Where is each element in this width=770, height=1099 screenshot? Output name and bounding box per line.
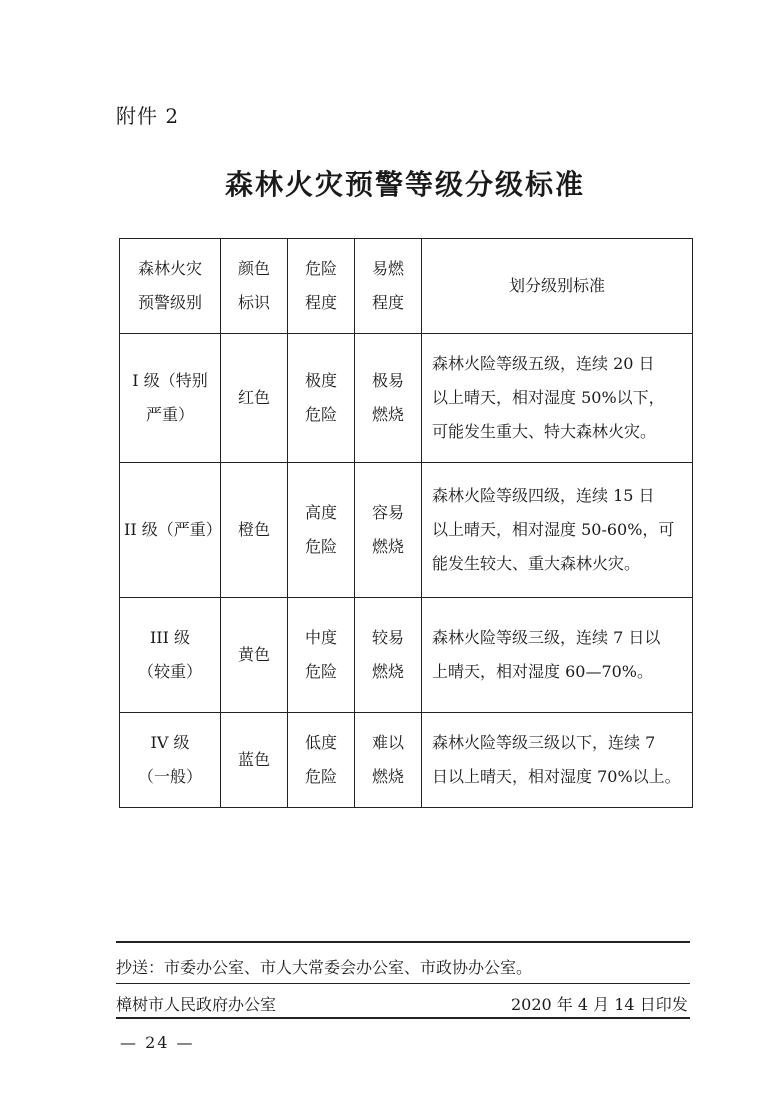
level-cell: [120, 463, 221, 598]
cell-line: IV 级: [150, 733, 190, 752]
document-title: 森林火灾预警等级分级标准: [224, 168, 585, 201]
level-cell: [120, 598, 221, 713]
header-flammability: [355, 239, 422, 334]
cell-line: 可能发生重大、特大森林火灾。: [432, 422, 657, 441]
header-warning-level: [120, 239, 221, 334]
cell-line: 以上晴天，相对湿度 50%以下，: [432, 388, 665, 407]
warning-level-table: [119, 238, 693, 808]
criteria-cell: [422, 463, 693, 598]
footer-top-rule: [116, 941, 690, 943]
header-line: 程度: [304, 293, 337, 312]
cell-line: 日以上晴天，相对湿度 70%以上。: [432, 767, 681, 786]
cell-line: 极度: [304, 371, 337, 390]
cell-line: 森林火险等级三级以下，连续 7: [432, 733, 656, 752]
flammability-cell: [355, 598, 422, 713]
danger-cell: [288, 463, 355, 598]
level-cell: [120, 334, 221, 463]
cell-line: 危险: [304, 405, 337, 424]
cell-line: 容易: [371, 503, 404, 522]
header-line: 标识: [237, 293, 270, 312]
color-cell: 黄色: [221, 598, 288, 713]
danger-cell: [288, 334, 355, 463]
header-line: 预警级别: [137, 293, 202, 312]
cell-line: 高度: [304, 503, 337, 522]
cc-recipients: 抄送：市委办公室、市人大常委会办公室、市政协办公室。: [116, 958, 533, 977]
table-row: [120, 598, 693, 713]
cell-line: II 级（严重）: [124, 520, 222, 539]
cell-line: 燃烧: [371, 662, 404, 681]
danger-cell: [288, 713, 355, 808]
cell-line: 能发生较大、重大森林火灾。: [432, 554, 641, 573]
header-line: 划分级别标准: [508, 276, 605, 295]
table-header-row: [120, 239, 693, 334]
header-line: 危险: [304, 259, 337, 278]
cell-line: 低度: [304, 733, 337, 752]
color-cell: 红色: [221, 334, 288, 463]
header-criteria: [422, 239, 693, 334]
footer-bottom-rule: [116, 1017, 690, 1019]
cell-line: 中度: [304, 628, 337, 647]
cell-line: 以上晴天，相对湿度 50-60%，可: [432, 520, 675, 539]
attachment-label: 附件 2: [116, 104, 180, 128]
flammability-cell: [355, 463, 422, 598]
cell-line: 上晴天，相对湿度 60—70%。: [432, 662, 654, 681]
cell-line: 森林火险等级四级，连续 15 日: [432, 486, 655, 505]
cell-line: 危险: [304, 662, 337, 681]
color-cell: 蓝色: [221, 713, 288, 808]
table-row: [120, 334, 693, 463]
cell-line: III 级: [149, 628, 191, 647]
cell-line: 燃烧: [371, 537, 404, 556]
flammability-cell: [355, 334, 422, 463]
criteria-cell: [422, 598, 693, 713]
cell-line: I 级（特别: [132, 371, 208, 390]
criteria-cell: [422, 334, 693, 463]
cell-line: （一般）: [137, 767, 202, 786]
issue-date: 2020 年 4 月 14 日印发: [511, 995, 688, 1014]
issuing-office: 樟树市人民政府办公室: [116, 995, 277, 1014]
cell-line: 极易: [371, 371, 404, 390]
cell-line: 严重）: [145, 405, 194, 424]
flammability-cell: [355, 713, 422, 808]
footer-middle-rule: [116, 983, 690, 984]
criteria-cell: [422, 713, 693, 808]
danger-cell: [288, 598, 355, 713]
cell-line: 森林火险等级三级，连续 7 日以: [432, 628, 661, 647]
cell-line: （较重）: [137, 662, 202, 681]
header-danger: [288, 239, 355, 334]
header-line: 森林火灾: [137, 259, 202, 278]
level-cell: [120, 713, 221, 808]
cell-line: 较易: [371, 628, 404, 647]
header-line: 易燃: [371, 259, 404, 278]
table-row: [120, 463, 693, 598]
cell-line: 危险: [304, 537, 337, 556]
cell-line: 燃烧: [371, 767, 404, 786]
color-cell: 橙色: [221, 463, 288, 598]
header-line: 程度: [371, 293, 404, 312]
header-color: [221, 239, 288, 334]
table-row: [120, 713, 693, 808]
cell-line: 燃烧: [371, 405, 404, 424]
page-number: — 24 —: [120, 1033, 195, 1052]
cell-line: 难以: [371, 733, 404, 752]
cell-line: 森林火险等级五级，连续 20 日: [432, 354, 655, 373]
header-line: 颜色: [237, 259, 270, 278]
cell-line: 危险: [304, 767, 337, 786]
